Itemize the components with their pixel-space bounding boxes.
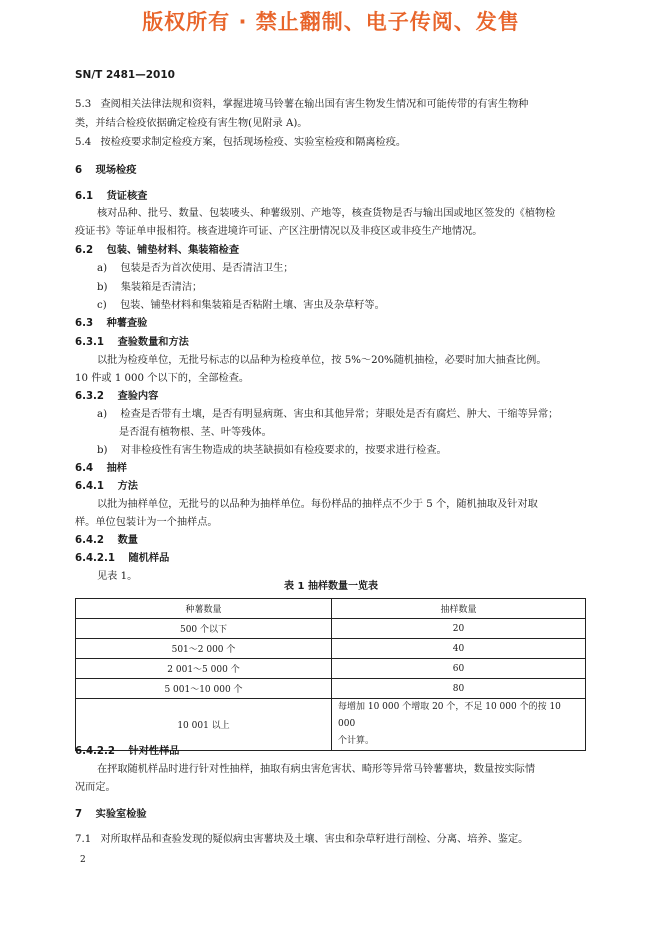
heading-6-3-1 <box>75 334 189 352</box>
list-marker: a) <box>97 263 108 274</box>
list-marker: b) <box>97 445 108 456</box>
section-number: 7.1 <box>75 834 92 845</box>
heading-6 <box>75 162 136 180</box>
section-number: 6.4.2.1 <box>75 553 115 564</box>
table-cell: 20 <box>332 619 586 639</box>
paragraph-text: 以批为抽样单位，无批号的以品种为抽样单位。每份样品的抽样点不少于 5 个，随机抽取及针对取 <box>97 499 538 510</box>
table-row <box>76 619 586 639</box>
paragraph-continuation: 疫证书》等证单申报相符。核查进境许可证、产区注册情况以及非疫区或非疫生产地情况。 <box>75 226 483 237</box>
list-item <box>97 297 385 315</box>
list-continuation: 是否混有植物根、茎、叶等残体。 <box>119 427 272 438</box>
list-item <box>97 406 558 424</box>
table-cell-line: 个计算。 <box>338 736 375 746</box>
table-row <box>76 659 586 679</box>
table-header-row <box>76 599 586 619</box>
watermark: 版权所有 · 禁止翻制、电子传阅、发售 <box>142 10 520 34</box>
paragraph-continuation: 10 件或 1 000 个以下的，全部检查。 <box>75 373 250 384</box>
paragraph-text: 在抨取随机样品时进行针对性抽样，抽取有病虫害危害状、畸形等异常马铃薯薯块，数量按实际情 <box>97 764 536 775</box>
section-number: 7 <box>75 809 83 820</box>
standard-code: SN/T 2481—2010 <box>75 69 175 81</box>
heading-6-1 <box>75 188 147 206</box>
table-cell: 2 001～5 000 个 <box>76 659 332 679</box>
list-marker: b) <box>97 282 108 293</box>
section-number: 6.3.1 <box>75 337 105 348</box>
section-title: 针对性样品 <box>128 746 180 757</box>
sampling-table <box>75 598 586 751</box>
section-number: 6.3 <box>75 318 94 329</box>
section-title: 抽样 <box>106 463 127 474</box>
table-cell-line: 每增加 10 000 个增取 20 个，不足 10 000 个的按 10 000 <box>338 702 561 729</box>
list-marker: c) <box>97 300 107 311</box>
table-header-cell: 种薯数量 <box>76 599 332 619</box>
heading-6-3 <box>75 315 147 333</box>
paragraph-text: 见表 1。 <box>97 571 138 582</box>
list-marker: a) <box>97 409 108 420</box>
list-item <box>97 442 447 460</box>
section-title: 货证核查 <box>106 191 148 202</box>
paragraph-text: 以批为检疫单位，无批号标志的以品种为检疫单位，按 5%～20%随机抽检，必要时加大抽查比例。 <box>97 355 547 366</box>
table-cell <box>332 699 586 751</box>
section-number: 6.4.2.2 <box>75 746 115 757</box>
list-text: 集装箱是否清洁； <box>120 282 203 293</box>
section-number: 6.1 <box>75 191 94 202</box>
heading-6-4-2 <box>75 532 138 550</box>
section-title: 数量 <box>117 535 138 546</box>
heading-6-4-1 <box>75 478 138 496</box>
heading-6-3-2 <box>75 388 158 406</box>
list-text: 包装是否为首次使用、是否清洁卫生； <box>120 263 294 274</box>
section-title: 随机样品 <box>128 553 170 564</box>
table-cell: 501～2 000 个 <box>76 639 332 659</box>
table-cell: 500 个以下 <box>76 619 332 639</box>
section-7-1 <box>75 831 528 849</box>
table-cell: 5 001～10 000 个 <box>76 679 332 699</box>
section-5-4 <box>75 134 406 152</box>
heading-6-4-2-2 <box>75 743 179 761</box>
section-number: 5.4 <box>75 137 92 148</box>
heading-6-4-2-1 <box>75 550 169 568</box>
section-title: 现场检疫 <box>95 165 137 176</box>
table-header-cell: 抽样数量 <box>332 599 586 619</box>
section-5-3 <box>75 96 595 114</box>
paragraph-continuation: 样。单位包装计为一个抽样点。 <box>75 517 218 528</box>
section-number: 6.4.1 <box>75 481 105 492</box>
list-text: 对非检疫性有害生物造成的块茎缺损如有检疫要求的，按要求进行检查。 <box>120 445 447 456</box>
table-row <box>76 679 586 699</box>
heading-6-2 <box>75 242 239 260</box>
list-item <box>97 279 202 297</box>
paragraph-continuation: 况而定。 <box>75 782 116 793</box>
table-caption: 表 1 抽样数量一览表 <box>284 581 378 592</box>
section-title: 方法 <box>117 481 138 492</box>
list-item <box>97 260 294 278</box>
heading-6-4 <box>75 460 127 478</box>
section-number: 6.2 <box>75 245 94 256</box>
section-number: 6 <box>75 165 83 176</box>
table-row <box>76 639 586 659</box>
section-title: 实验室检验 <box>95 809 147 820</box>
table-cell: 10 001 以上 <box>76 699 332 751</box>
section-number: 5.3 <box>75 99 92 110</box>
paragraph-text: 核对品种、批号、数量、包装唛头、种薯级别、产地等，核查货物是否与输出国或地区签发的《植物检 <box>97 208 556 219</box>
page-number: 2 <box>80 855 86 865</box>
section-title: 包装、铺垫材料、集装箱检查 <box>106 245 240 256</box>
heading-7 <box>75 806 147 824</box>
paragraph-text: 对所取样品和查验发现的疑似病虫害薯块及土壤、害虫和杂草籽进行剖检、分离、培养、鉴定。 <box>100 834 529 845</box>
section-number: 6.3.2 <box>75 391 105 402</box>
section-number: 6.4.2 <box>75 535 105 546</box>
section-title: 查验数量和方法 <box>117 337 189 348</box>
section-title: 查验内容 <box>117 391 159 402</box>
paragraph-text: 按检疫要求制定检疫方案，包括现场检疫、实验室检疫和隔离检疫。 <box>100 137 407 148</box>
table-cell: 80 <box>332 679 586 699</box>
section-title: 种薯查验 <box>106 318 148 329</box>
section-number: 6.4 <box>75 463 94 474</box>
table-cell: 60 <box>332 659 586 679</box>
list-text: 检查是否带有土壤，是否有明显病斑、害虫和其他异常；芽眼处是否有腐烂、肿大、干缩等异常； <box>120 409 559 420</box>
paragraph-continuation: 类，并结合检疫依据确定检疫有害生物(见附录 A)。 <box>75 118 308 129</box>
table-cell: 40 <box>332 639 586 659</box>
paragraph-text: 查阅相关法律法规和资料，掌握进境马铃薯在输出国有害生物发生情况和可能传带的有害生物种 <box>100 99 529 110</box>
list-text: 包装、铺垫材料和集装箱是否粘附土壤、害虫及杂草籽等。 <box>119 300 385 311</box>
